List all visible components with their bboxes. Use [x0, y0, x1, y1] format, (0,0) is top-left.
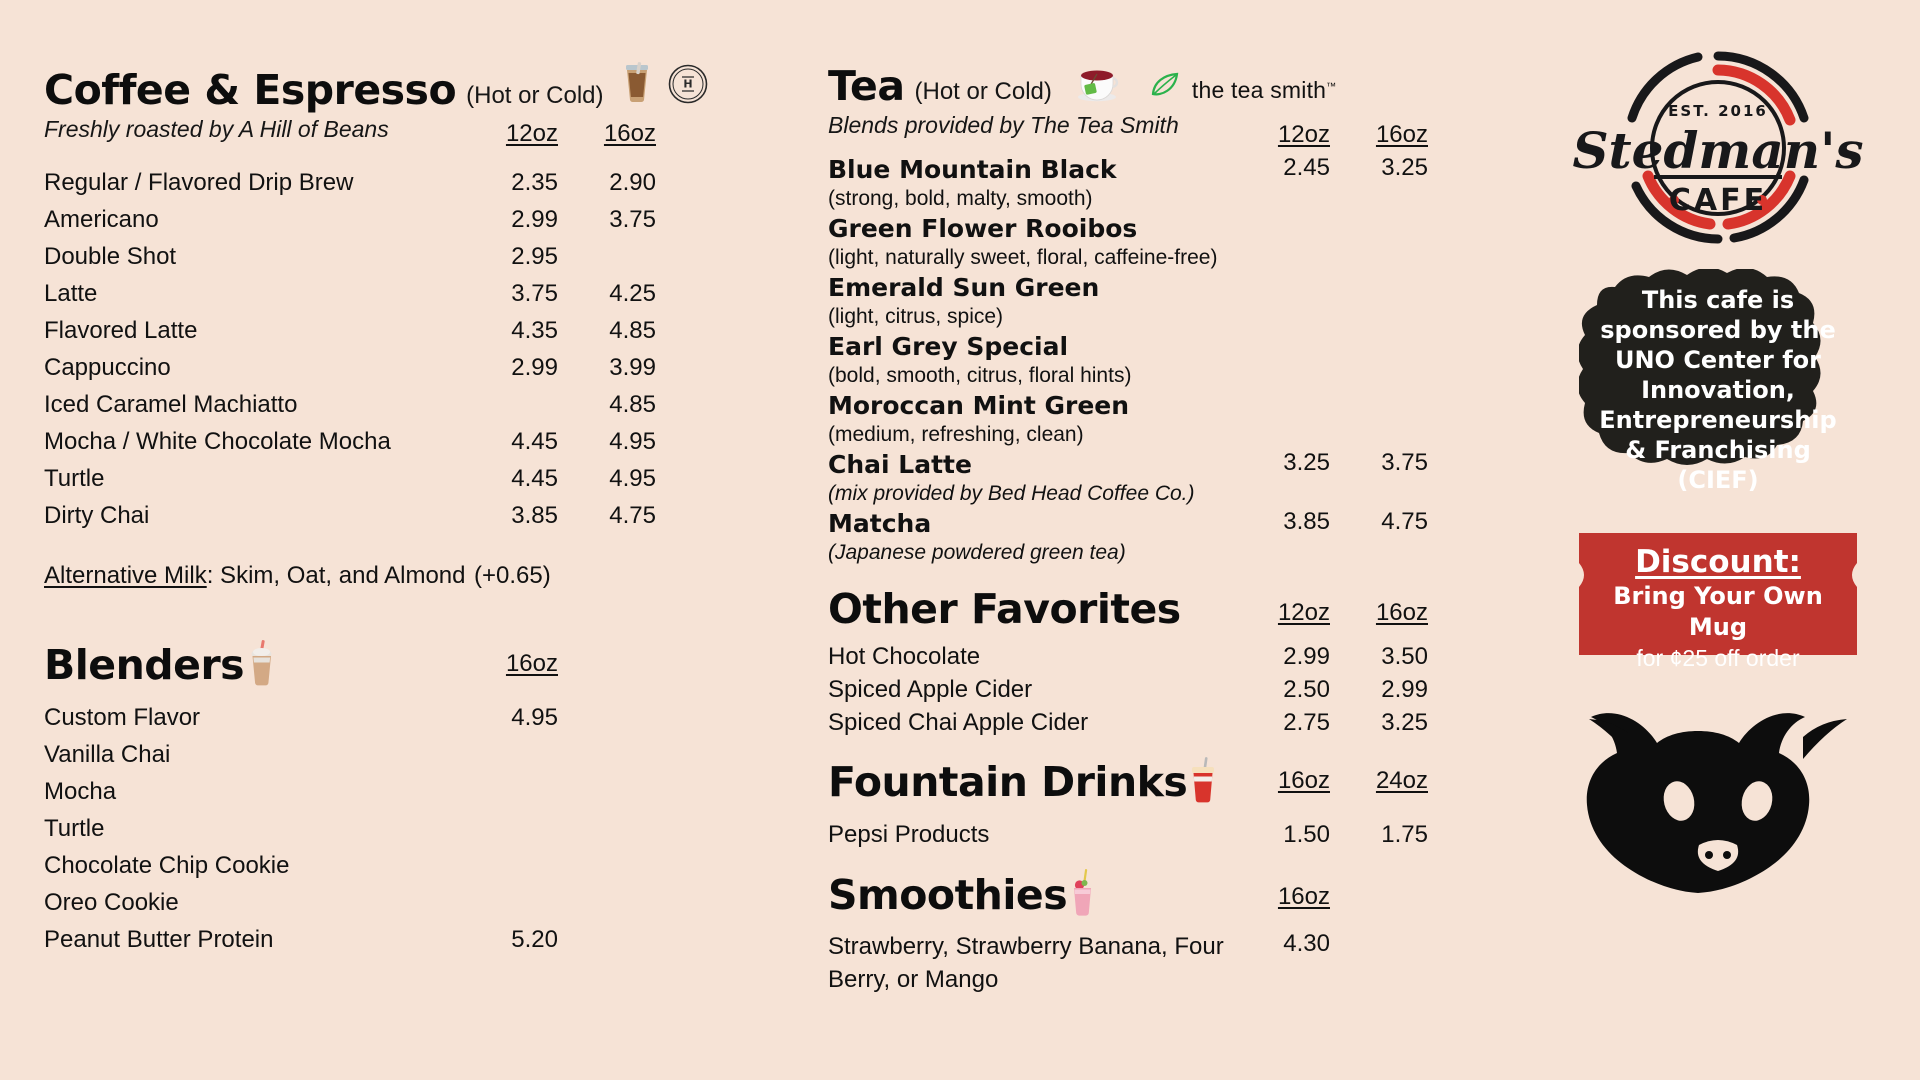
- item-name: Emerald Sun Green: [828, 272, 1100, 302]
- coffee-item[interactable]: [44, 423, 744, 460]
- smoothies-flavors[interactable]: [828, 930, 1548, 996]
- blended-drink-icon: [247, 640, 277, 691]
- other-favorites-header: [828, 584, 1548, 633]
- coffee-item[interactable]: [44, 460, 744, 497]
- item-name: Chocolate Chip Cookie: [44, 851, 290, 879]
- item-name: Flavored Latte: [44, 316, 198, 344]
- item-price-16oz: 4.25: [609, 279, 656, 307]
- other-favorite-item[interactable]: [828, 706, 1548, 739]
- fountain-drinks-title: Fountain Drinks: [828, 757, 1188, 806]
- trademark-symbol: ™: [1326, 81, 1337, 93]
- tea-smith-wordmark: the tea smith™: [1191, 77, 1337, 103]
- discount-line-2: Bring Your Own Mug: [1613, 582, 1823, 641]
- item-name: Custom Flavor: [44, 703, 201, 731]
- coffee-item[interactable]: [44, 164, 744, 201]
- sponsor-line-2: sponsored by the: [1600, 316, 1836, 344]
- item-price-12oz: 2.99: [511, 205, 558, 233]
- item-price-12oz: 4.45: [511, 464, 558, 492]
- item-price-16oz: 3.99: [609, 353, 656, 381]
- other-favorites-list: [828, 640, 1548, 739]
- sponsor-line-5: Entrepreneurship: [1599, 406, 1837, 434]
- smoothies-header: [828, 869, 1548, 922]
- tea-header: [828, 62, 1548, 148]
- of-size-12oz: 12oz: [1277, 598, 1330, 626]
- coffee-section-note: (Hot or Cold): [466, 82, 604, 109]
- item-price-16oz: 3.75: [609, 205, 656, 233]
- item-name: Regular / Flavored Drip Brew: [44, 168, 354, 196]
- svg-text:H: H: [682, 77, 693, 91]
- discount-banner: [1579, 533, 1857, 687]
- coffee-item-list: [44, 164, 744, 534]
- item-price-12oz: 3.25: [1283, 448, 1330, 476]
- iced-coffee-icon: [620, 62, 654, 109]
- item-price-16oz: 3.25: [1381, 708, 1428, 736]
- fountain-size-16oz: 16oz: [1277, 766, 1330, 794]
- item-name: Mocha / White Chocolate Mocha: [44, 427, 391, 455]
- discount-title: Discount:: [1635, 544, 1801, 580]
- item-name: Pepsi Products: [828, 820, 990, 848]
- item-name: Turtle: [44, 814, 105, 842]
- teacup-icon: [1076, 62, 1122, 107]
- blenders-size-header: 16oz: [505, 649, 558, 677]
- item-name: Earl Grey Special: [828, 331, 1069, 361]
- item-name: Cappuccino: [44, 353, 171, 381]
- coffee-header: [44, 62, 744, 147]
- coffee-item[interactable]: [44, 312, 744, 349]
- item-price-16oz: 3.25: [1381, 153, 1428, 181]
- blender-item[interactable]: [44, 699, 744, 736]
- soda-cup-icon: [1188, 757, 1218, 808]
- coffee-size-headers: [474, 120, 656, 148]
- item-price-12oz: 2.99: [1283, 642, 1330, 670]
- item-price-12oz: 4.45: [511, 427, 558, 455]
- blender-item[interactable]: [44, 884, 744, 921]
- coffee-item[interactable]: [44, 275, 744, 312]
- tea-section-title: Tea: [828, 62, 905, 110]
- item-name: Peanut Butter Protein: [44, 925, 274, 953]
- alternative-milk-row: [44, 562, 744, 600]
- item-description: (bold, smooth, citrus, floral hints): [828, 363, 1132, 387]
- alternative-milk-options: : Skim, Oat, and Almond: [206, 561, 466, 589]
- fountain-drink-item[interactable]: [828, 818, 1548, 851]
- item-name: Green Flower Rooibos: [828, 213, 1138, 243]
- item-name: Vanilla Chai: [44, 740, 171, 768]
- fountain-size-24oz: 24oz: [1375, 766, 1428, 794]
- coffee-section-title: Coffee & Espresso: [44, 66, 457, 114]
- item-name: Matcha: [828, 508, 932, 538]
- item-price-16oz: 2.99: [1381, 675, 1428, 703]
- sponsor-line-1: This cafe is: [1641, 286, 1795, 314]
- item-name: Double Shot: [44, 242, 177, 270]
- smoothie-size-16oz: 16oz: [1277, 882, 1330, 910]
- bull-mascot-logo: [1573, 695, 1863, 925]
- svg-text:Stedman's: Stedman's: [1572, 121, 1864, 180]
- smoothie-icon: [1068, 869, 1096, 922]
- tea-item[interactable]: [828, 508, 1548, 567]
- coffee-item[interactable]: [44, 386, 744, 423]
- tea-item[interactable]: [828, 449, 1548, 508]
- item-name: Dirty Chai: [44, 501, 150, 529]
- blender-item[interactable]: [44, 847, 744, 884]
- item-price-16oz: 4.95: [511, 703, 558, 731]
- item-name: Iced Caramel Machiatto: [44, 390, 298, 418]
- blenders-section-title: Blenders: [44, 640, 245, 689]
- svg-text:CAFE: CAFE: [1668, 183, 1768, 218]
- coffee-subtitle: Freshly roasted by A Hill of Beans: [44, 116, 389, 142]
- fountain-size-headers: [1246, 767, 1428, 795]
- item-description: (strong, bold, malty, smooth): [828, 186, 1093, 210]
- item-price-16oz: 3.50: [1381, 642, 1428, 670]
- item-price-12oz: 2.35: [511, 168, 558, 196]
- item-name: Turtle: [44, 464, 105, 492]
- item-description: (light, citrus, spice): [828, 304, 1004, 328]
- item-price-12oz: 2.50: [1283, 675, 1330, 703]
- smoothies-title: Smoothies: [828, 870, 1068, 919]
- item-name: Mocha: [44, 777, 117, 805]
- item-name: Oreo Cookie: [44, 888, 179, 916]
- tea-item[interactable]: [828, 331, 1548, 390]
- other-favorites-size-headers: [1246, 599, 1428, 627]
- tea-size-16oz: 16oz: [1375, 121, 1428, 148]
- item-price-12oz: 4.35: [511, 316, 558, 344]
- brand-column: [1548, 40, 1888, 925]
- sponsor-line-4: Innovation,: [1641, 376, 1795, 404]
- sponsor-text: [1591, 285, 1845, 495]
- coffee-column: [44, 62, 744, 958]
- coffee-item[interactable]: [44, 497, 744, 534]
- item-price-16oz: 4.85: [609, 316, 656, 344]
- item-name: Moroccan Mint Green: [828, 390, 1130, 420]
- blender-item[interactable]: [44, 773, 744, 810]
- discount-text: [1593, 543, 1843, 673]
- item-name: Chai Latte: [828, 449, 972, 479]
- item-name: Spiced Apple Cider: [828, 675, 1033, 703]
- item-price-16oz: 3.75: [1381, 448, 1428, 476]
- item-name: Latte: [44, 279, 98, 307]
- tea-item[interactable]: [828, 390, 1548, 449]
- other-favorite-item[interactable]: [828, 640, 1548, 673]
- item-description: (Japanese powdered green tea): [828, 540, 1126, 564]
- item-price-12oz: 3.85: [1283, 507, 1330, 535]
- fountain-drinks-header: [828, 757, 1548, 808]
- item-price-12oz: 2.95: [511, 242, 558, 270]
- item-name: Blue Mountain Black: [828, 154, 1117, 184]
- tea-column: [828, 62, 1548, 996]
- discount-line-3: for ¢25 off order: [1636, 645, 1800, 671]
- blender-item[interactable]: [44, 736, 744, 773]
- tea-size-12oz: 12oz: [1277, 121, 1330, 148]
- item-price-12oz: 2.45: [1283, 153, 1330, 181]
- item-price-16oz: 4.75: [1381, 507, 1428, 535]
- coffee-item[interactable]: [44, 238, 744, 275]
- tea-size-headers: [1246, 121, 1428, 149]
- blenders-header: [44, 640, 744, 691]
- tea-item[interactable]: [828, 213, 1548, 272]
- of-size-16oz: 16oz: [1375, 598, 1428, 626]
- other-favorite-item[interactable]: [828, 673, 1548, 706]
- item-price-12oz: 2.75: [1283, 708, 1330, 736]
- sponsor-badge: [1579, 269, 1857, 513]
- stedmans-cafe-logo: [1568, 40, 1868, 255]
- item-price-16oz: 2.90: [609, 168, 656, 196]
- item-price-16oz: 1.50: [1283, 820, 1330, 848]
- smoothie-flavors-line-2: Berry, or Mango: [828, 965, 999, 993]
- coffee-item[interactable]: [44, 201, 744, 238]
- item-description: (mix provided by Bed Head Coffee Co.): [828, 481, 1195, 505]
- hill-of-beans-logo: [668, 64, 708, 109]
- item-name: Americano: [44, 205, 159, 233]
- sponsor-line-6: & Franchising: [1625, 436, 1811, 464]
- item-description: (light, naturally sweet, floral, caffeine-free): [828, 245, 1218, 269]
- item-price-16oz: 4.85: [609, 390, 656, 418]
- tea-smith-leaf-icon: [1150, 71, 1180, 106]
- item-price-16oz: 5.20: [511, 925, 558, 953]
- coffee-size-16oz: 16oz: [603, 120, 656, 147]
- sponsor-line-7: (CIEF): [1677, 466, 1759, 494]
- item-price-12oz: 2.99: [511, 353, 558, 381]
- alternative-milk-label: Alternative Milk: [44, 561, 207, 589]
- item-price-16oz: 4.95: [609, 464, 656, 492]
- other-favorites-title: Other Favorites: [828, 584, 1181, 633]
- coffee-item[interactable]: [44, 349, 744, 386]
- item-price-16oz: 4.75: [609, 501, 656, 529]
- smoothie-flavors-line-1: Strawberry, Strawberry Banana, Four: [828, 932, 1224, 960]
- item-name: Spiced Chai Apple Cider: [828, 708, 1089, 736]
- item-description: (medium, refreshing, clean): [828, 422, 1084, 446]
- tea-item[interactable]: [828, 272, 1548, 331]
- alternative-milk-upcharge: (+0.65): [474, 561, 551, 589]
- fountain-drinks-list: [828, 818, 1548, 851]
- blenders-item-list: [44, 699, 744, 958]
- tea-item[interactable]: [828, 154, 1548, 213]
- tea-section-note: (Hot or Cold): [914, 78, 1052, 105]
- item-name: Hot Chocolate: [828, 642, 981, 670]
- item-price-24oz: 1.75: [1381, 820, 1428, 848]
- item-price-12oz: 3.75: [511, 279, 558, 307]
- blender-item[interactable]: [44, 921, 744, 958]
- blender-item[interactable]: [44, 810, 744, 847]
- tea-subtitle: Blends provided by The Tea Smith: [828, 112, 1179, 138]
- smoothies-size-headers: [1246, 883, 1330, 911]
- smoothie-price-16oz: 4.30: [1283, 929, 1330, 957]
- coffee-size-12oz: 12oz: [505, 120, 558, 147]
- sponsor-line-3: UNO Center for: [1614, 346, 1821, 374]
- item-price-12oz: 3.85: [511, 501, 558, 529]
- tea-item-list: [828, 154, 1548, 567]
- svg-text:EST. 2016: EST. 2016: [1668, 102, 1768, 120]
- item-price-16oz: 4.95: [609, 427, 656, 455]
